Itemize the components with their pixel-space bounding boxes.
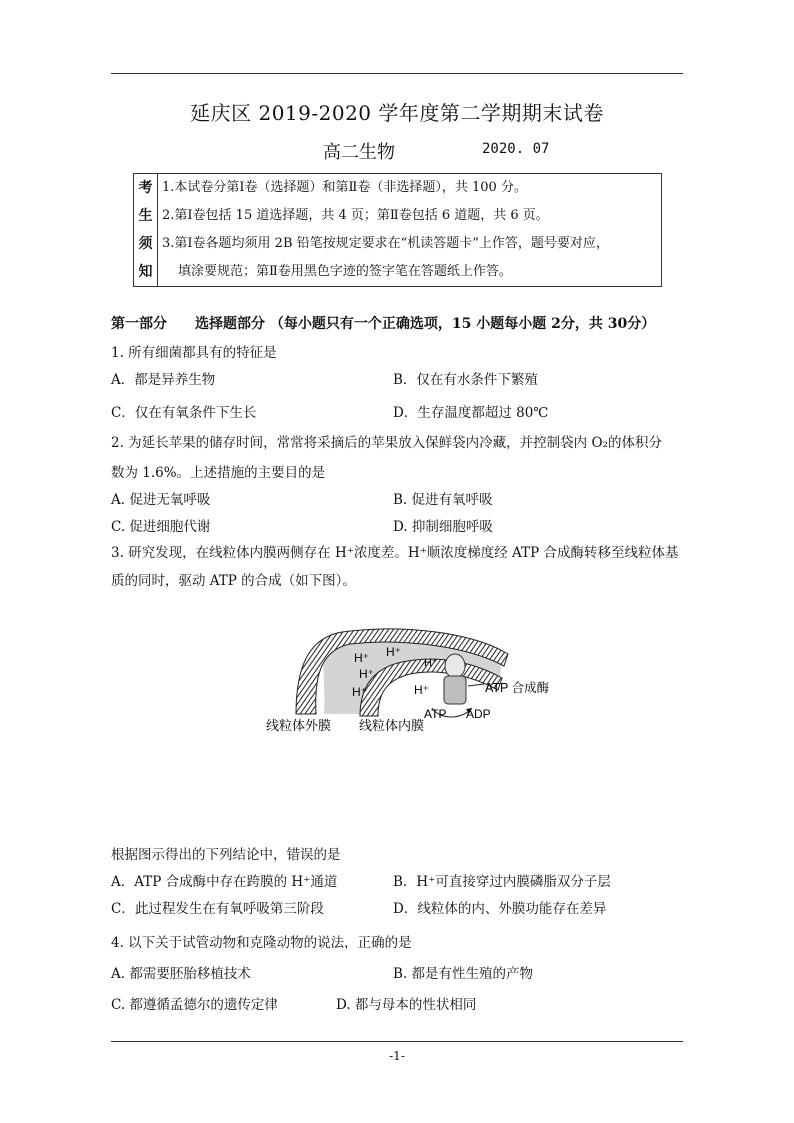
q3-stem-line1: 3. 研究发现，在线粒体内膜两侧存在 H⁺浓度差。H⁺顺浓度梯度经 ATP 合成酶转移至线粒体基 xyxy=(111,545,679,561)
q1-stem: 1. 所有细菌都具有的特征是 xyxy=(111,345,277,361)
q2-option-d: D. 抑制细胞呼吸 xyxy=(393,519,493,535)
bottom-rule xyxy=(111,1041,683,1042)
q3-stem-line2: 质的同时，驱动 ATP 的合成（如下图）。 xyxy=(111,573,356,589)
h-plus-label: H⁺ xyxy=(424,657,438,669)
notice-label-char: 须 xyxy=(138,236,153,252)
subject-title: 高二生物 xyxy=(323,142,395,163)
q1-option-d: D．生存温度都超过 80℃ xyxy=(393,405,549,421)
q4-stem: 4. 以下关于试管动物和克隆动物的说法，正确的是 xyxy=(111,935,412,951)
atp-label: ATP xyxy=(424,707,447,721)
mitochondria-membrane-diagram xyxy=(262,628,562,738)
exam-date: 2020. 07 xyxy=(482,141,550,157)
q2-option-a: A. 促进无氧呼吸 xyxy=(111,492,211,508)
notice-body xyxy=(158,174,662,287)
q3-option-d: D．线粒体的内、外膜功能存在差异 xyxy=(393,901,607,917)
atp-synthase-label: ATP 合成酶 xyxy=(485,681,550,695)
notice-label-char: 考 xyxy=(138,180,153,196)
q3-option-b: B．H⁺可直接穿过内膜磷脂双分子层 xyxy=(393,874,611,890)
atp-synthase-head xyxy=(445,654,465,678)
q1-option-b: B．仅在有水条件下繁殖 xyxy=(393,372,538,388)
q4-option-a: A. 都需要胚胎移植技术 xyxy=(111,966,251,982)
q2-option-c: C. 促进细胞代谢 xyxy=(111,519,211,535)
page-number: -1- xyxy=(389,1049,405,1063)
h-plus-label: H⁺ xyxy=(359,667,374,681)
exam-title: 延庆区 2019-2020 学年度第二学期期末试卷 xyxy=(190,101,604,125)
notice-line: 1.本试卷分第Ⅰ卷（选择题）和第Ⅱ卷（非选择题），共 100 分。 xyxy=(162,180,527,195)
q3-option-c: C．此过程发生在有氧呼吸第三阶段 xyxy=(111,901,324,917)
q1-option-a: A．都是异养生物 xyxy=(111,372,216,388)
h-plus-label: H⁺ xyxy=(386,645,401,659)
q4-option-c: C. 都遵循孟德尔的遗传定律 xyxy=(111,997,278,1013)
notice-label-char: 知 xyxy=(138,264,153,280)
exam-notice-table xyxy=(133,173,662,287)
h-plus-label: H⁺ xyxy=(352,685,367,699)
notice-line: 2.第Ⅰ卷包括 15 道选择题，共 4 页；第Ⅱ卷包括 6 道题，共 6 页。 xyxy=(162,208,549,223)
q4-option-d: D. 都与母本的性状相同 xyxy=(336,997,477,1013)
q1-option-c: C．仅在有氧条件下生长 xyxy=(111,405,257,421)
atp-synthase-stalk xyxy=(444,676,466,704)
outer-membrane-label: 线粒体外膜 xyxy=(266,718,332,733)
top-rule xyxy=(111,73,683,74)
inner-membrane-label: 线粒体内膜 xyxy=(359,718,425,733)
q3-question: 根据图示得出的下列结论中，错误的是 xyxy=(111,847,341,863)
h-plus-label: H⁺ xyxy=(414,683,429,697)
notice-line: 3.第Ⅰ卷各题均须用 2B 铅笔按规定要求在“机读答题卡”上作答，题号要对应， xyxy=(162,236,609,251)
q2-option-b: B. 促进有氧呼吸 xyxy=(393,492,493,508)
notice-label-char: 生 xyxy=(138,208,153,224)
adp-label: ADP xyxy=(466,707,491,721)
q2-stem-line1: 2. 为延长苹果的储存时间，常常将采摘后的苹果放入保鲜袋内冷藏，并控制袋内 O₂的体积分 xyxy=(111,435,662,451)
q4-option-b: B. 都是有性生殖的产物 xyxy=(393,966,534,982)
section-heading: 第一部分 选择题部分 （每小题只有一个正确选项，15 小题每小题 2分，共 30分） xyxy=(111,316,656,332)
q3-option-a: A．ATP 合成酶中存在跨膜的 H⁺通道 xyxy=(111,874,338,890)
q2-stem-line2: 数为 1.6%。上述措施的主要目的是 xyxy=(111,465,326,481)
label-pointer xyxy=(468,684,484,686)
h-plus-label: H⁺ xyxy=(354,651,369,665)
notice-line: 填涂要规范；第Ⅱ卷用黑色字迹的签字笔在答题纸上作答。 xyxy=(178,264,512,279)
notice-label xyxy=(134,174,158,287)
